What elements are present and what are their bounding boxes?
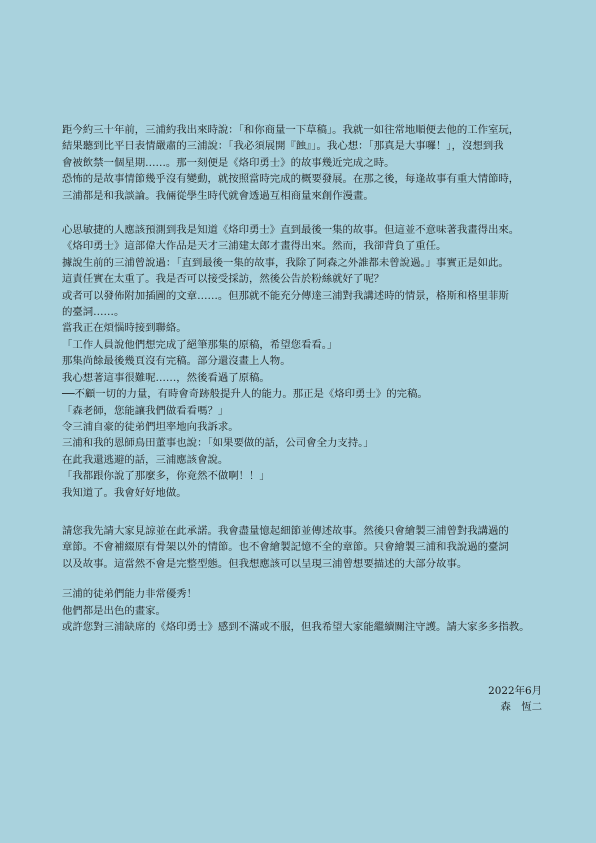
text-line: 心思敏捷的人應該預測到我是知道《烙印勇士》直到最後一集的故事。但這並不意味著我畫得出來。 xyxy=(62,224,520,237)
letter-body xyxy=(62,122,542,635)
paragraph-gap xyxy=(62,572,542,586)
text-line: 的臺詞……。 xyxy=(62,306,125,319)
text-line: 《烙印勇士》這部偉大作品是天才三浦建太郎才畫得出來。然而，我卻背負了重任。 xyxy=(62,240,447,253)
text-line: 三浦都是和我談論。我倆從學生時代就會透過互相商量來創作漫畫。 xyxy=(62,189,374,202)
text-line: 或者可以發佈附加插圖的文章……。但那就不能充分傳達三浦對我講述時的情景，格斯和格里菲斯 xyxy=(62,289,509,302)
text-line: 距今約三十年前，三浦約我出來時說：「和你商量一下草稿」。我就一如往常地順便去他的工作室玩， xyxy=(62,124,520,136)
text-line: 結果聽到比平日表情嚴肅的三浦說：「我必須展開『蝕』」。我心想：「那真是大事囉！」，沒想到我 xyxy=(62,140,504,153)
text-line: 「工作人員說他們想完成了絕筆那集的原稿，希望您看看。」 xyxy=(62,338,338,351)
signature-name: 森 恆二 xyxy=(500,701,542,713)
paragraph-4 xyxy=(62,586,542,635)
signature-date: 2022年6月 xyxy=(488,685,542,697)
paragraph-gap xyxy=(62,501,542,523)
text-line: 那集尚餘最後幾頁沒有完稿。部分還沒畫上人物。 xyxy=(62,355,291,368)
text-line: 據說生前的三浦曾說過：「直到最後一集的故事，我除了阿森之外誰都未曾說過。」事實正是如此。 xyxy=(62,256,509,269)
text-line: 令三浦自豪的徒弟們坦率地向我訴求。 xyxy=(62,420,239,433)
paragraph-2 xyxy=(62,222,542,501)
text-line: 章節。不會補綴原有骨架以外的情節。也不會繪製記憶不全的章節。只會繪製三浦和我說過的臺詞 xyxy=(62,541,509,554)
signature-block xyxy=(488,683,542,715)
text-line: 他們都是出色的畫家。 xyxy=(62,604,166,617)
paragraph-gap xyxy=(62,204,542,222)
text-line: 「森老師，您能讓我們做看看嗎？」 xyxy=(62,404,229,417)
text-line: 這責任實在太重了。我是否可以接受採訪，然後公告於粉絲就好了呢？ xyxy=(62,273,385,286)
text-line: 或許您對三浦缺席的《烙印勇士》感到不滿或不服，但我希望大家能繼續關注守護。請大家多多指教。 xyxy=(62,620,530,633)
text-line: 以及故事。這當然不會是完整型態。但我想應該可以呈現三浦曾想要描述的大部分故事。 xyxy=(62,557,468,570)
text-line: 我知道了。我會好好地做。 xyxy=(62,486,187,499)
paragraph-3 xyxy=(62,523,542,572)
paragraph-1 xyxy=(62,122,542,204)
text-line: ──不顧一切的力量，有時會奇跡般提升人的能力。那正是《烙印勇士》的完稿。 xyxy=(62,388,428,401)
text-line: 會被飲禁一個星期……。那一刻便是《烙印勇士》的故事幾近完成之時。 xyxy=(62,156,395,169)
text-line: 在此我還逃避的話，三浦應該會說。 xyxy=(62,453,229,466)
text-line: 我心想著這事很難呢……，然後看過了原稿。 xyxy=(62,371,270,384)
text-line: 三浦的徒弟們能力非常優秀！ xyxy=(62,588,198,601)
text-line: 「我都跟你說了那麼多，你竟然不做啊！！」 xyxy=(62,470,270,483)
text-line: 請您我先請大家見諒並在此承諾。我會盡量憶起細節並傳述故事。然後只會繪製三浦曾對我講過的 xyxy=(62,524,509,537)
text-line: 當我正在煩惱時接到聯絡。 xyxy=(62,322,187,335)
text-line: 恐怖的是故事情節幾乎沒有變動，就按照當時完成的概要發展。在那之後，每逢故事有重大情節時， xyxy=(62,173,520,186)
text-line: 三浦和我的恩師鳥田董事也說：「如果要做的話，公司會全力支持。」 xyxy=(62,437,374,450)
